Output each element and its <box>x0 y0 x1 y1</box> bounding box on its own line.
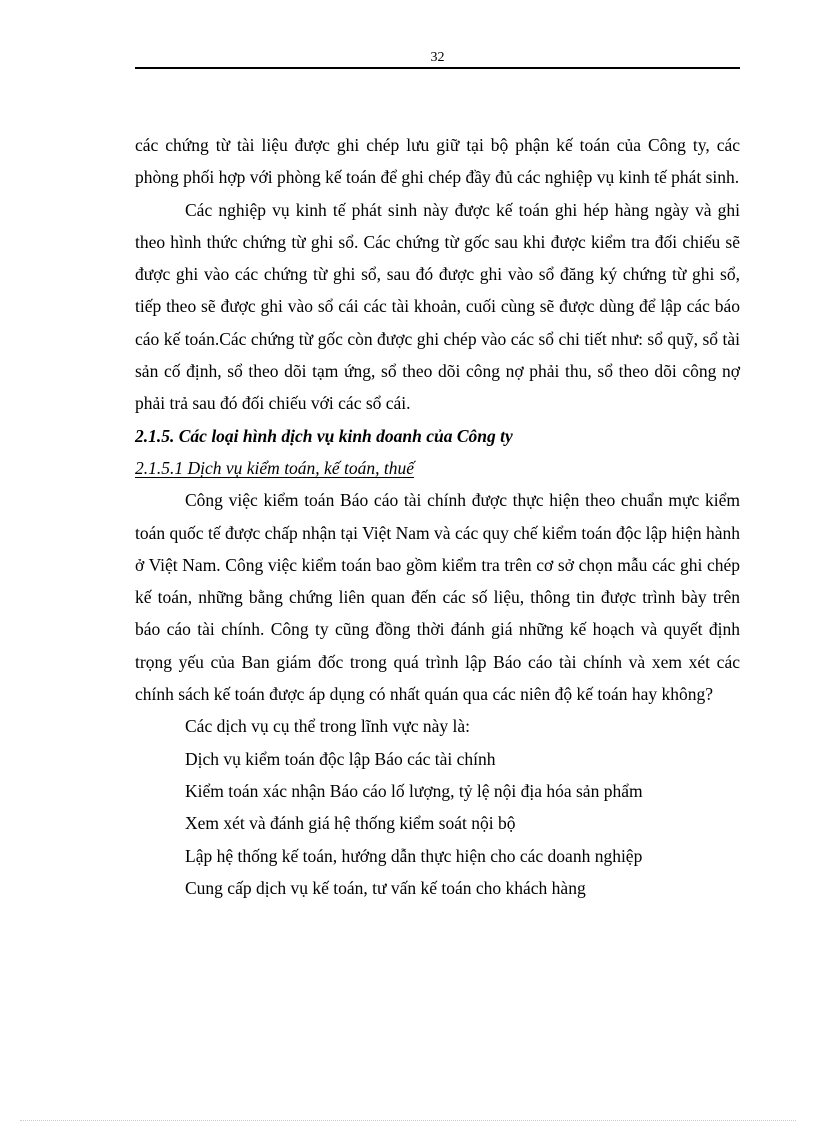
services-list <box>135 743 740 904</box>
list-item: Dịch vụ kiểm toán độc lập Báo các tài chính <box>185 748 496 769</box>
list-item: Kiểm toán xác nhận Báo cáo lố lượng, tỷ lệ nội địa hóa sản phẩm <box>185 780 643 801</box>
section-heading: 2.1.5. Các loại hình dịch vụ kinh doanh của Công ty <box>135 425 513 446</box>
paragraph-accounting-process: Các nghiệp vụ kinh tế phát sinh này được kế toán ghi hép hàng ngày và ghi theo hình thức chứng từ ghi sổ. Các chứng từ gốc sau khi được kiểm tra đối chiếu sẽ được ghi vào các chứng từ ghi sổ, sau đó được ghi vào sổ đăng ký chứng từ ghi sổ, tiếp theo sẽ được ghi vào sổ cái các tài khoản, cuối cùng sẽ được dùng để lập các báo cáo kế toán.Các chứng từ gốc còn được ghi chép vào các sổ chi tiết như: sổ quỹ, sổ tài sản cố định, sổ theo dõi tạm ứng, sổ theo dõi công nợ phải thu, sổ theo dõi công nợ phải trả sau đó đối chiếu với các sổ cái. <box>135 199 740 414</box>
page-bottom-border <box>20 1120 796 1121</box>
services-list-intro: Các dịch vụ cụ thể trong lĩnh vực này là: <box>185 716 471 737</box>
subsection-heading: 2.1.5.1 Dịch vụ kiểm toán, kế toán, thuế <box>135 457 414 478</box>
header-rule <box>135 67 740 69</box>
paragraph-audit-services: Công việc kiểm toán Báo cáo tài chính được thực hiện theo chuẩn mực kiểm toán quốc tế được chấp nhận tại Việt Nam và các quy chế kiểm toán độc lập hiện hành ở Việt Nam. Công việc kiểm toán bao gồm kiểm tra trên cơ sở chọn mẫu các ghi chép kế toán, những bằng chứng liên quan đến các số liệu, thông tin được trình bày trên báo cáo tài chính. Công ty cũng đồng thời đánh giá những kế hoạch và quyết định trọng yếu của Ban giám đốc trong quá trình lập Báo cáo tài chính và xem xét các chính sách kế toán được áp dụng có nhất quán qua các niên độ kế toán hay không? <box>135 490 740 705</box>
list-item: Xem xét và đánh giá hệ thống kiểm soát nội bộ <box>185 813 516 834</box>
list-item: Lập hệ thống kế toán, hướng dẫn thực hiện cho các doanh nghiệp <box>185 845 643 866</box>
list-item: Cung cấp dịch vụ kế toán, tư vấn kế toán cho khách hàng <box>185 877 586 898</box>
paragraph-continuation: các chứng từ tài liệu được ghi chép lưu giữ tại bộ phận kế toán của Công ty, các phòng phối hợp với phòng kế toán để ghi chép đầy đủ các nghiệp vụ kinh tế phát sinh. <box>135 135 740 188</box>
document-body <box>135 129 740 904</box>
page-number: 32 <box>430 50 445 65</box>
